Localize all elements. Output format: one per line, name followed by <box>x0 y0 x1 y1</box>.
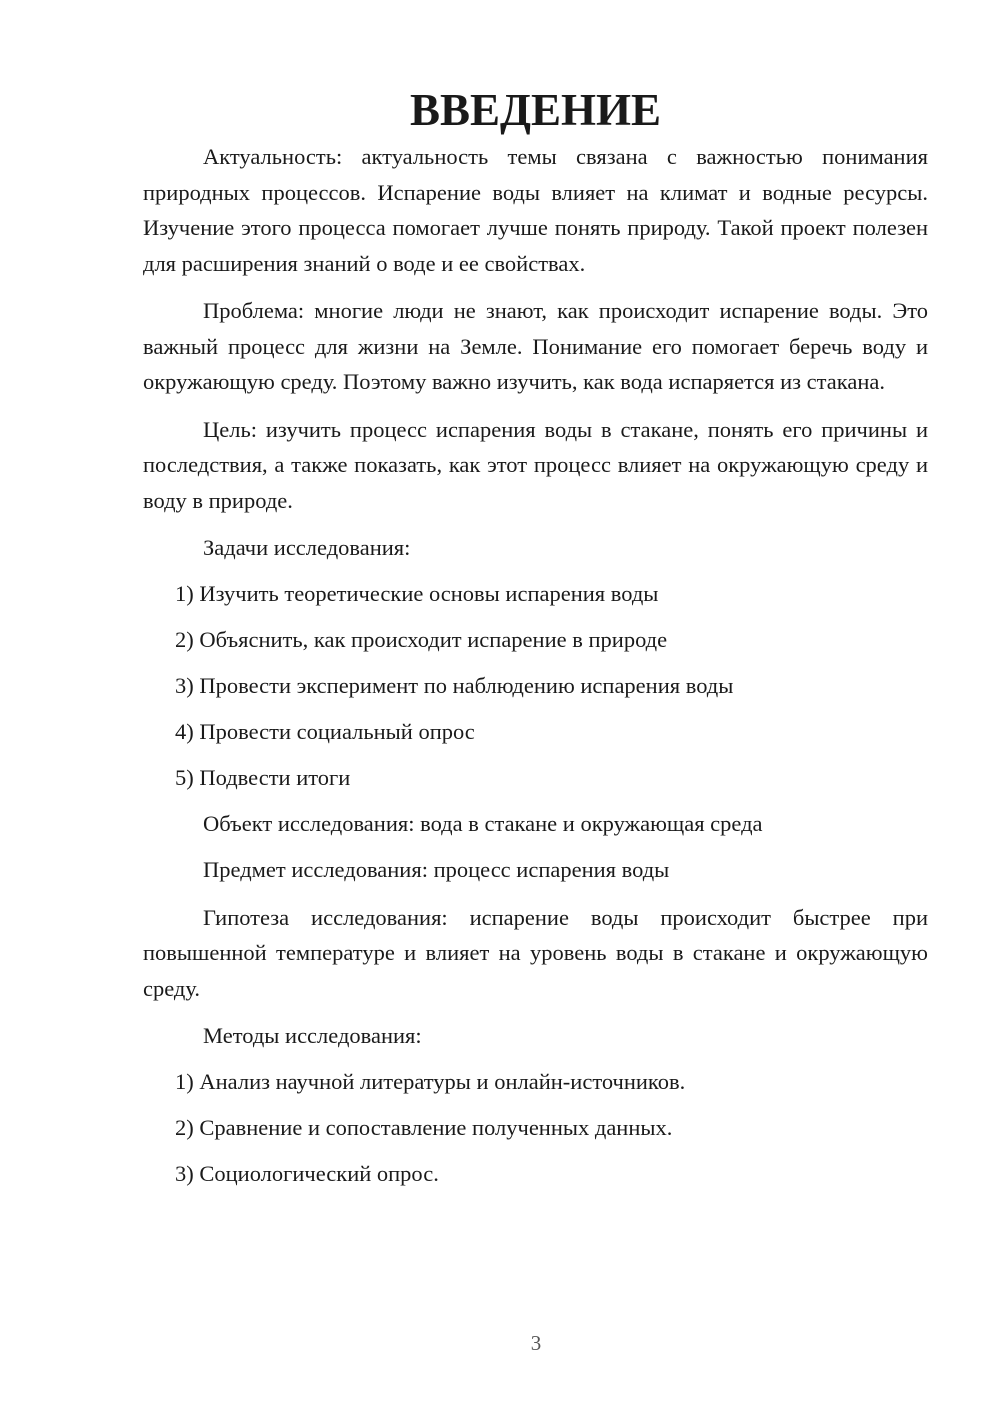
task-item: 3) Провести эксперимент по наблюдению испарения воды <box>175 673 734 698</box>
hypothesis-paragraph: Гипотеза исследования: испарение воды происходит быстрее при повышенной температуре и влияет на уровень воды в стакане и окружающую среду. <box>143 904 928 1001</box>
subject-line: Предмет исследования: процесс испарения воды <box>203 857 670 882</box>
tasks-title: Задачи исследования: <box>203 535 411 560</box>
task-item: 4) Провести социальный опрос <box>175 719 475 744</box>
page-number: 3 <box>530 1331 542 1355</box>
method-item: 1) Анализ научной литературы и онлайн-источников. <box>175 1069 686 1094</box>
methods-title: Методы исследования: <box>203 1023 422 1048</box>
page-content <box>143 85 928 1192</box>
method-item: 3) Социологический опрос. <box>175 1161 439 1186</box>
object-line: Объект исследования: вода в стакане и окружающая среда <box>203 811 763 836</box>
goal-paragraph: Цель: изучить процесс испарения воды в стакане, понять его причины и последствия, а также показать, как этот процесс влияет на окружающую среду и воду в природе. <box>143 416 928 513</box>
section-heading: ВВЕДЕНИЕ <box>409 85 662 135</box>
problem-paragraph: Проблема: многие люди не знают, как происходит испарение воды. Это важный процесс для жизни на Земле. Понимание его помогает беречь воду и окружающую среду. Поэтому важно изучить, как вода испаряется из стакана. <box>143 298 928 394</box>
method-item: 2) Сравнение и сопоставление полученных данных. <box>175 1115 673 1140</box>
task-item: 5) Подвести итоги <box>175 765 351 790</box>
task-item: 2) Объяснить, как происходит испарение в природе <box>175 627 668 652</box>
relevance-paragraph: Актуальность: актуальность темы связана с важностью понимания природных процессов. Испарение воды влияет на климат и водные ресурсы. Изучение этого процесса помогает лучше понять природу. Такой проект полезен для расширения знаний о воде и ее свойствах. <box>143 144 928 276</box>
task-item: 1) Изучить теоретические основы испарения воды <box>175 581 659 606</box>
